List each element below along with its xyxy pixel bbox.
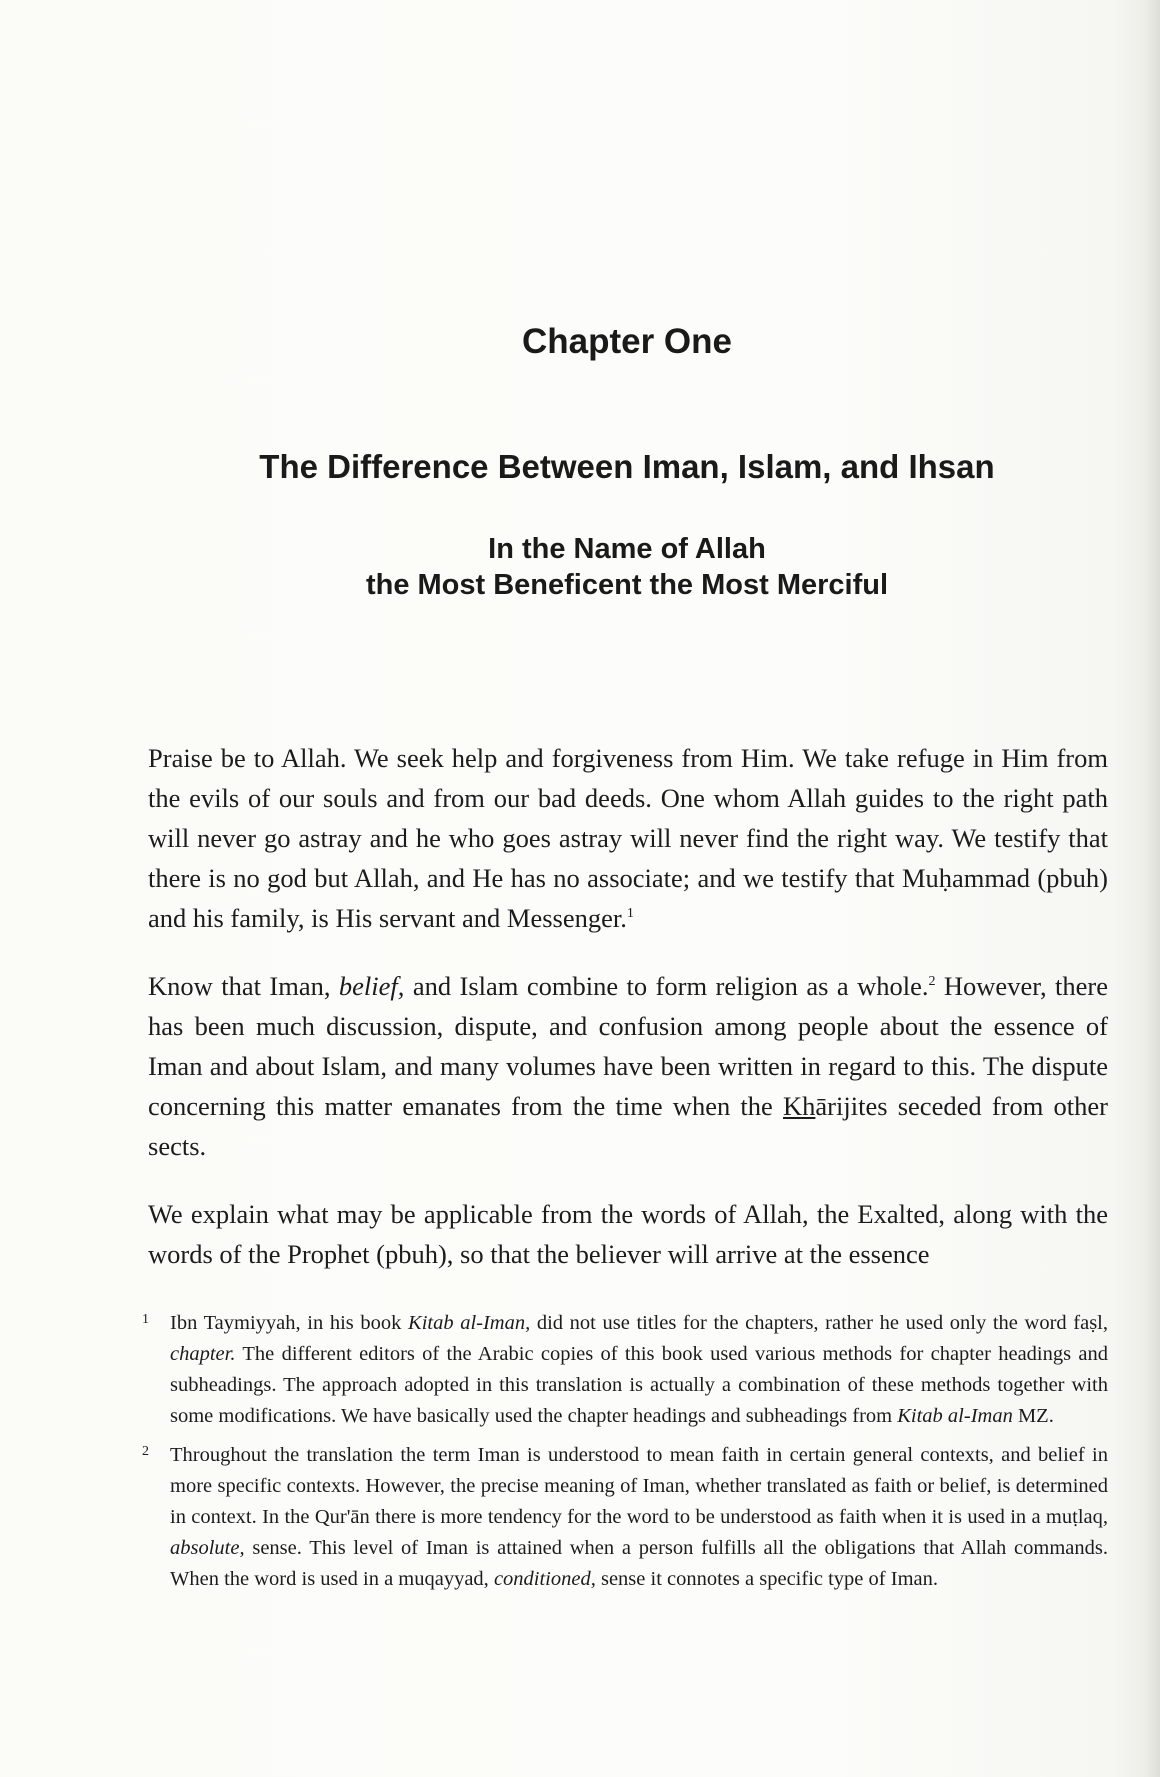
footnote-1-text — [170, 1308, 1108, 1432]
paragraph-3 — [148, 1194, 1108, 1274]
footnote-1-i2: chapter. — [170, 1343, 236, 1365]
chapter-label: Chapter One — [521, 322, 733, 361]
basmala-line-1: In the Name of Allah — [488, 533, 766, 565]
paragraph-2-underlined: Kh — [783, 1091, 816, 1121]
footnote-1-i1: Kitab al-Iman, — [408, 1312, 531, 1334]
footnote-1-t2: did not use titles for the chapters, rather he used only the word faṣl, — [530, 1312, 1108, 1334]
footnote-2-t3: sense it connotes a specific type of Iman. — [595, 1568, 938, 1590]
paragraph-2-italic: belief, — [338, 971, 405, 1001]
basmala-line-2: the Most Beneficent the Most Merciful — [365, 569, 889, 601]
footnote-ref-2: 2 — [928, 974, 936, 990]
footnote-1-t1: Ibn Taymiyyah, in his book — [170, 1312, 409, 1334]
footnote-2-i2: conditioned, — [493, 1568, 596, 1590]
paragraph-2-post: However, there has been much discussion, dispute, and confusion among people about the essence of Iman and about Islam, and many volumes have been written in regard to this. The dispute concerning this matter emanates from the time when the — [148, 971, 1108, 1121]
paragraph-1 — [148, 738, 1108, 938]
paragraph-3-text: We explain what may be applicable from the words of Allah, the Exalted, along with the words of the Prophet (pbuh), so that the believer will arrive at the essence — [148, 1199, 1108, 1269]
footnote-2-t1: Throughout the translation the term Iman is understood to mean faith in certain general contexts, and belief in more specific contexts. However, the precise meaning of Iman, whether translated as faith or belief, is determined in context. In the Qur'ān there is more tendency for the word to be understood as faith when it is used in a muṭlaq, — [170, 1444, 1108, 1528]
footnote-2-i1: absolute, — [170, 1537, 245, 1559]
paragraph-2-mid: and Islam combine to form religion as a whole. — [404, 971, 929, 1001]
footnote-1-i3: Kitab al-Iman — [897, 1405, 1013, 1427]
paragraph-2-pre: Know that Iman, — [148, 971, 339, 1001]
basmala — [0, 531, 1160, 603]
footnote-ref-1: 1 — [626, 906, 634, 922]
footnote-2 — [132, 1440, 1108, 1595]
paragraph-1-text: Praise be to Allah. We seek help and forgiveness from Him. We take refuge in Him from the evils of our souls and from our bad deeds. One whom Allah guides to the right path will never go astray and he who goes astray will never find the right way. We testify that there is no god but Allah, and He has no associate; and we testify that Muḥammad (pbuh) and his family, is His servant and Messenger. — [148, 743, 1108, 933]
paragraph-2-tail: ārijites seceded from other sects. — [148, 1091, 1108, 1161]
footnote-1-t4: MZ. — [1012, 1405, 1054, 1427]
page-edge-shadow — [1146, 0, 1160, 1777]
footnotes — [132, 1308, 1108, 1603]
footnote-2-text — [170, 1440, 1108, 1595]
paragraph-2 — [148, 966, 1108, 1166]
chapter-title: The Difference Between Iman, Islam, and Ihsan — [259, 448, 995, 485]
footnote-1-number: 1 — [142, 1312, 149, 1327]
footnote-1-t3: The different editors of the Arabic copies of this book used various methods for chapter headings and subheadings. The approach adopted in this translation is actually a combination of these methods together with some modifications. We have basically used the chapter headings and subheadings from — [170, 1343, 1108, 1427]
footnote-2-t2: sense. This level of Iman is attained when a person fulfills all the obligations that Allah commands. When the word is used in a muqayyad, — [170, 1537, 1108, 1590]
footnote-2-number: 2 — [142, 1444, 149, 1459]
footnote-1 — [132, 1308, 1108, 1432]
